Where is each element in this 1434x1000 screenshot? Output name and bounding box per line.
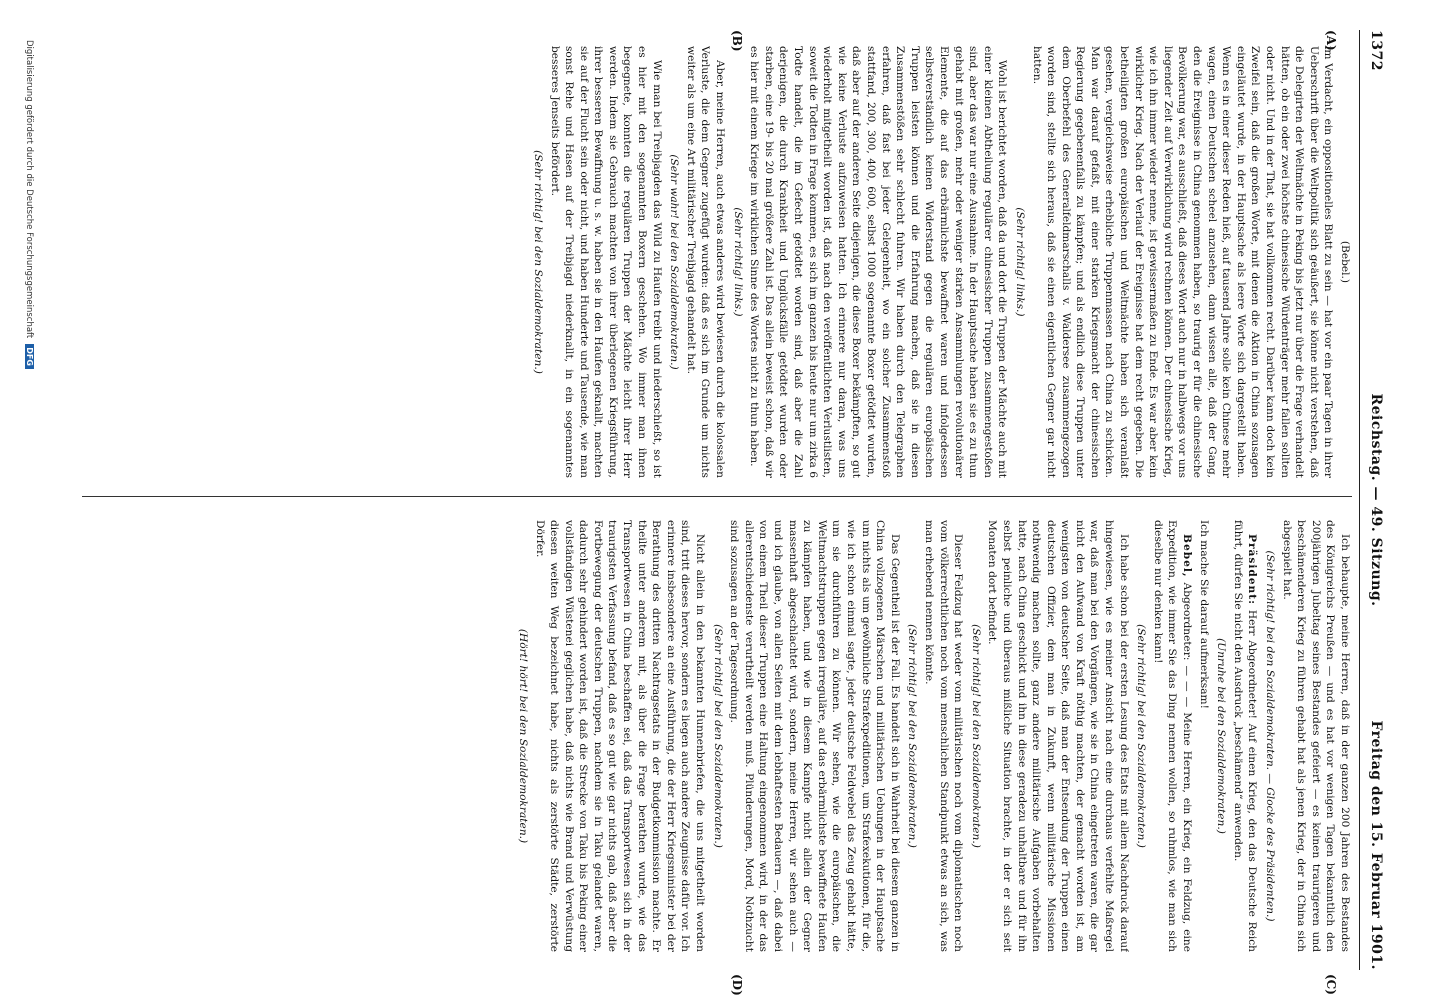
speaker-label: Bebel, — [1181, 534, 1194, 578]
column-divider — [82, 496, 1352, 497]
margin-marker-d: (D) — [730, 974, 744, 996]
paragraph: Dieser Feldzug hat weder vom militärischen noch vom diplomatischen noch vom völkerrechtlichen noch vom menschlichen Standpunkt etwas an sich, was man erhebend nennen könnte. — [922, 520, 965, 952]
audience-reaction: (Unruhe bei den Sozialdemokraten.) — [1215, 638, 1228, 834]
right-column — [82, 520, 1352, 952]
margin-marker-a: (A) — [1324, 30, 1338, 51]
president-statement — [1230, 520, 1259, 952]
paragraph: Wie man bei Treibjagden das Wild zu Haufen treibt und niederschießt, so ist es hier mit den sogenannten Boxern geschehen. Wo immer man ihnen begegnete, konnten die regulären Truppen der Mächte leicht ihrer Herr werden. Indem sie Gebrauch machten von ihrer überlegenen Kriegsführung, ihrer besseren Bewaffnung u. s. w. haben sie in den Haufen geknallt, machten sie auf der Flucht sein oder nicht, und haben Hunderte und Tausende, wie man sonst Rehe und Hasen auf der Treibjagd niederknallt, in ein sogenanntes besseres Jenseits befördert. — [548, 46, 663, 478]
page-header — [1360, 30, 1386, 970]
paragraph: Ich mache Sie darauf aufmerksam! — [1197, 520, 1210, 709]
audience-reaction: (Sehr richtig! bei den Sozialdemokraten.) — [969, 624, 982, 848]
paragraph: Aber, meine Herren, auch etwas anderes wird bewiesen durch die kolossalen Verluste, die dem Gegner zugefügt wurden: daß es sich im Grunde um nichts weiter als um eine Art militärischer Treibjagd gehandelt hat. — [684, 46, 727, 478]
speaker-continuation: (Bebel.) — [1339, 240, 1351, 284]
statement-text: Abgeordneter: — — — Meine Herren, ein Krieg, ein Feldzug, eine Expedition, wie immer Sie das Ding nennen wollen, so ruhmlos, wie man sich dieselbe nur denken kann! — [1151, 520, 1194, 952]
audience-reaction: (Sehr richtig! bei den Sozialdemokraten.) — [531, 150, 544, 374]
paragraph: im Verdacht, ein oppositionelles Blatt zu sein — hat vor ein paar Tagen in ihrer Ueberschrift über die Weltpolitik sich geäußert, sie könne nicht verstehen, daß die Delegirten der Weltmächte in Peking bis jetzt nur über die Frage verhandelt hätten, ob ein oder zwei höchste chinesische Würdenträger mehr fallen sollten oder nicht. Und in der That, sie hat vollkommen recht. Darüber kann doch kein Zweifel sein, daß die großen Worte, mit denen die Aktion in China sozusagen eingeläutet wurde, in der Hauptsache als leere Worte sich dargestellt haben. Wenn es in einer dieser Reden hieß, auf tausend Jahre solle kein Chinese mehr wagen, einen Deutschen scheel anzusehen, dann wissen alle, daß der Gang, den die Ereignisse in China genommen haben, so traurig er für die chinesische Bevölkerung war, es ausschließt, daß dieses Wort auch nur in halbwegs vor uns liegender Zeit auf Verwirklichung wird rechnen können. Der chinesische Krieg, wie ich ihn immer wieder nenne, ist gewissermaßen zu Ende. Es war aber kein wirklicher Krieg. Nach der Verlauf der Ereignisse hat dem recht gegeben. Die betheiligten großen europäischen und Weltmächte haben sich veranlaßt gesehen, vergleichsweise erhebliche Truppenmassen nach China zu schicken. Man war darauf gefaßt, mit einer starken Kriegsmacht der chinesischen Regierung gegebenenfalls zu kämpfen; und als endlich diese Truppen unter dem Oberbefehl des Generalfeldmarschalls v. Waldersee zusammengezogen worden sind, stellte sich heraus, daß sie einen eigentlichen Gegner gar nicht hatten. — [1030, 46, 1335, 478]
digitization-credit — [16, 40, 34, 960]
paragraph: Ich habe schon bei der ersten Lesung des Etats mit allem Nachdruck darauf hingewiesen, wie es meiner Ansicht nach eine durchaus verfehlte Maßregel war, daß man bei den Vorgängen, wie sie in China eingetreten waren, die gar nicht den Aufwand von Kraft nöthig machten, der gemacht worden ist, am wenigsten von deutscher Seite, daß man der Entsendung der Truppen einen deutschen Offizier, dem man in Zukunft, wenn militärische Missionen nothwendig machen sollte, ganz andere militärische Aufgaben vorbehalten hatte, nach China geschickt und ihn in diese geradezu unhaltbare und für ihn selbst peinliche und überaus mißliche Situation brachte, in der er sich seit Monaten dort befindet. — [986, 520, 1130, 952]
bebel-statement — [1150, 520, 1194, 952]
speaker-label: Präsident: — [1246, 534, 1259, 606]
page-title: Reichstag. — 49. Sitzung. — [1368, 393, 1384, 607]
paragraph: Ich behaupte, meine Herren, daß in der ganzen 200 Jahren des Bestandes des Königreichs Preußen — und es hat vor wenigen Tagen bekanntlich den 200jährigen Jubeltag seines Bestandes gefeiert — es keinen traurigeren und beschämenderen Krieg zu führen gehabt hat als jenen Krieg, der in China sich abgespielt hat. — [1280, 520, 1351, 952]
audience-reaction: (Sehr richtig! bei den Sozialdemokraten. — Glocke des Präsidenten.) — [1264, 550, 1277, 922]
statement-text: Herr Abgeordneter! Auf einen Krieg, den das Deutsche Reich führt, dürfen Sie nicht den Ausdruck „beschämend“ anwenden. — [1231, 520, 1259, 952]
audience-reaction: (Hört! hört! bei den Sozialdemokraten.) — [516, 628, 529, 844]
paragraph: Wohl ist berichtet worden, daß da und dort die Truppen der Mächte auch mit einer kleinen Abtheilung regulärer chinesischer Truppen zusammengestoßen sind, aber das war nur eine Ausnahme. In der Hauptsache haben sie es zu thun gehabt mit großen, mehr oder weniger starken Ansammlungen revolutionärer Elemente, die auf das erbärmlichste bewaffnet waren und infolgedessen selbstverständlich keinen Widerstand gegen die regulären europäischen Truppen leisten können und die Erfahrung machen, daß sie in diesen Zusammenstößen sehr schlecht fuhren. Wir haben durch den Telegraphen erfahren, daß fast bei jeder Gelegenheit, wo ein solcher Zusammenstoß stattfand, 200, 300, 400, 600, selbst 1000 sogenannte Boxer getödtet wurden, daß aber auf der anderen Seite diejenigen, die diese Boxer bekämpften, so gut wie keine Verluste aufzuweisen hatten. Ich erinnere nur daran, was uns wiederholt mitgetheilt worden ist, daß nach den veröffentlichten Verlustlisten, soweit die Todten in Frage kommen, es sich im ganzen bis heute nur um zirka 6 Todte handelt, die im Gefecht getödtet worden sind, daß aber die Zahl derjenigen, die durch Krankheit und Unglücksfälle getödtet wurden oder starben, eine 19- bis 20 mal größere Zahl ist. Das allein beweist schon, daß wir es hier mit einem Kriege im wirklichen Sinne des Wortes nicht zu thun haben. — [748, 46, 1009, 478]
audience-reaction: (Sehr richtig! bei den Sozialdemokraten.) — [906, 624, 919, 848]
session-date: Freitag den 15. Februar 1901. — [1368, 720, 1384, 970]
audience-reaction: (Sehr richtig! links.) — [1013, 207, 1026, 317]
margin-marker-c: (C) — [1324, 974, 1338, 995]
left-column — [82, 46, 1352, 478]
audience-reaction: (Sehr richtig! bei den Sozialdemokraten.) — [1135, 624, 1148, 848]
page-number: 1372 — [1368, 30, 1384, 71]
audience-reaction: (Sehr wahr! bei den Sozialdemokraten.) — [668, 154, 681, 370]
credit-text: Digitalisierung gefördert durch die Deutsche Forschungsgemeinschaft — [24, 40, 34, 339]
paragraph: Nicht allein in den bekannten Hunnenbriefen, die uns mitgetheilt worden sind, tritt dieses hervor, sondern es liegen auch andere Zeugnisse dafür vor. Ich erinnere insbesondere an eine Ausführung, die der Herr Kriegsminister bei der Berathung des dritten Nachtragsetats in der Budgetkommission machte. Er theilte unter anderem mit, als über die Frage berathen wurde, wie das Transportwesen in China beschaffen sei, daß das Transportwesen sich in der traurigsten Verfassung befand, daß es so gut wie gar nichts gab, daß aber die Fortbewegung der deutschen Truppen, nachdem sie in Taku gelandet waren, dadurch sehr gehindert worden ist, daß die Strecke von Taku bis Peking einer vollständigen Wüstenei geglichen habe, daß nichts wie Brand und Verwüstung diesen weiten Weg bezeichnet habe, nichts als zerstörte Städte, zerstörte Dörfer. — [533, 520, 707, 952]
paragraph: Das Gegentheil ist der Fall. Es handelt sich in Wahrheit bei diesem ganzen in China vollzogenen Märschen und militärischen Uebungen in der Hauptsache um nichts als um gewöhnliche Strafexpeditionen, um Strafexekutionen, für die, wie ich schon einmal sagte, jeder deutsche Feldwebel das Zeug gehabt hätte, um sie durchführen zu können. Wir sehen, wie die europäischen, die Weltmachtstruppen gegen irreguläre, auf das erbärmlichste bewaffnete Haufen zu kämpfen haben, und wie in diesem Kampfe nicht allein der Gegner massenhaft abgeschlachtet wird, sondern, meine Herren, wir sehen auch — und ich glaube, von allen Seiten mit dem lebhaftesten Bedauern —, daß dabei von einem Theil dieser Truppen eine Haltung eingenommen wird, in der das allerentschiedenste verurtheilt werden muß. Plünderungen, Mord, Nothzucht sind sozusagen an der Tagesordnung. — [728, 520, 901, 952]
margin-marker-b: (B) — [730, 30, 744, 52]
header-rule — [1359, 30, 1360, 970]
audience-reaction: (Sehr richtig! bei den Sozialdemokraten.) — [711, 624, 724, 848]
audience-reaction: (Sehr richtig! links.) — [731, 207, 744, 317]
dfg-logo-icon: DFG — [25, 344, 34, 369]
